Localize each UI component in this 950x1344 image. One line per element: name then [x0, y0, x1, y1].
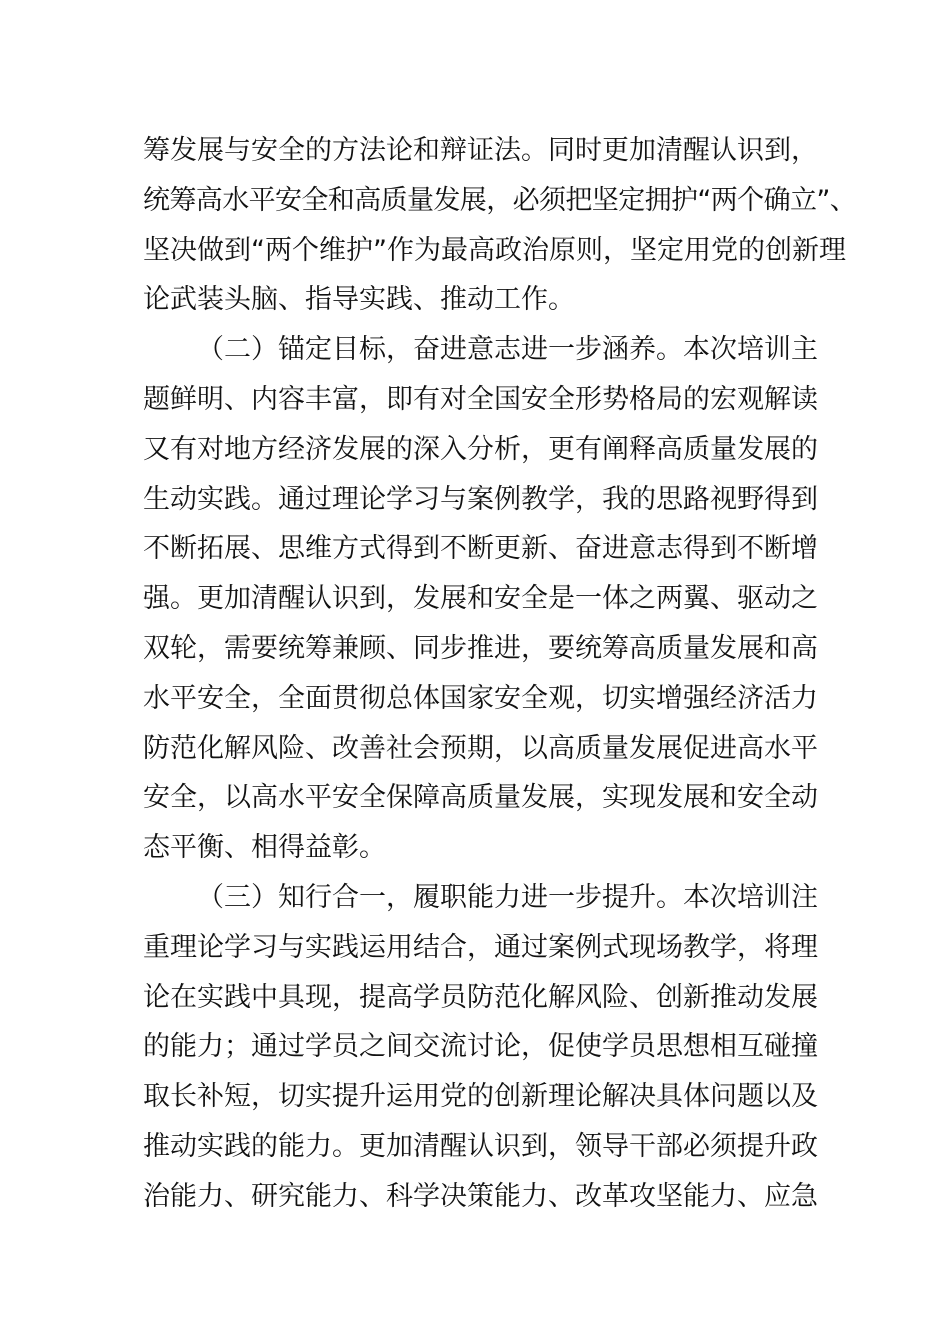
text-line: 坚决做到“两个维护”作为最高政治原则，坚定用党的创新理	[143, 234, 846, 266]
text-line: 双轮，需要统筹兼顾、同步推进，要统筹高质量发展和高	[143, 632, 818, 664]
text-line: 不断拓展、思维方式得到不断更新、奋进意志得到不断增	[143, 533, 818, 565]
text-line: 安全，以高水平安全保障高质量发展，实现发展和安全动	[143, 782, 818, 814]
text-line: 重理论学习与实践运用结合，通过案例式现场教学，将理	[143, 931, 818, 963]
text-line: 取长补短，切实提升运用党的创新理论解决具体问题以及	[143, 1081, 818, 1113]
text-line: 强。更加清醒认识到，发展和安全是一体之两翼、驱动之	[143, 583, 818, 615]
text-line: 生动实践。通过理论学习与案例教学，我的思路视野得到	[143, 483, 818, 515]
section-heading-line: （三）知行合一，履职能力进一步提升。本次培训注	[197, 881, 818, 913]
text-line: 的能力；通过学员之间交流讨论，促使学员思想相互碰撞	[143, 1031, 818, 1063]
text-line: 论武装头脑、指导实践、推动工作。	[143, 284, 575, 316]
text-line: 治能力、研究能力、科学决策能力、改革攻坚能力、应急	[143, 1180, 818, 1212]
text-line: 题鲜明、内容丰富，即有对全国安全形势格局的宏观解读	[143, 383, 818, 415]
text-line: 态平衡、相得益彰。	[143, 832, 386, 864]
text-line: 论在实践中具现，提高学员防范化解风险、创新推动发展	[143, 981, 818, 1013]
section-heading-line: （二）锚定目标，奋进意志进一步涵养。本次培训主	[197, 334, 818, 366]
text-line: 防范化解风险、改善社会预期，以高质量发展促进高水平	[143, 732, 818, 764]
text-line: 水平安全，全面贯彻总体国家安全观，切实增强经济活力	[143, 682, 818, 714]
text-line: 筹发展与安全的方法论和辩证法。同时更加清醒认识到，	[143, 135, 818, 166]
text-line: 又有对地方经济发展的深入分析，更有阐释高质量发展的	[143, 433, 818, 465]
body-text	[143, 126, 857, 1222]
text-line: 统筹高水平安全和高质量发展，必须把坚定拥护“两个确立”、	[143, 184, 857, 216]
text-line: 推动实践的能力。更加清醒认识到，领导干部必须提升政	[143, 1130, 818, 1162]
